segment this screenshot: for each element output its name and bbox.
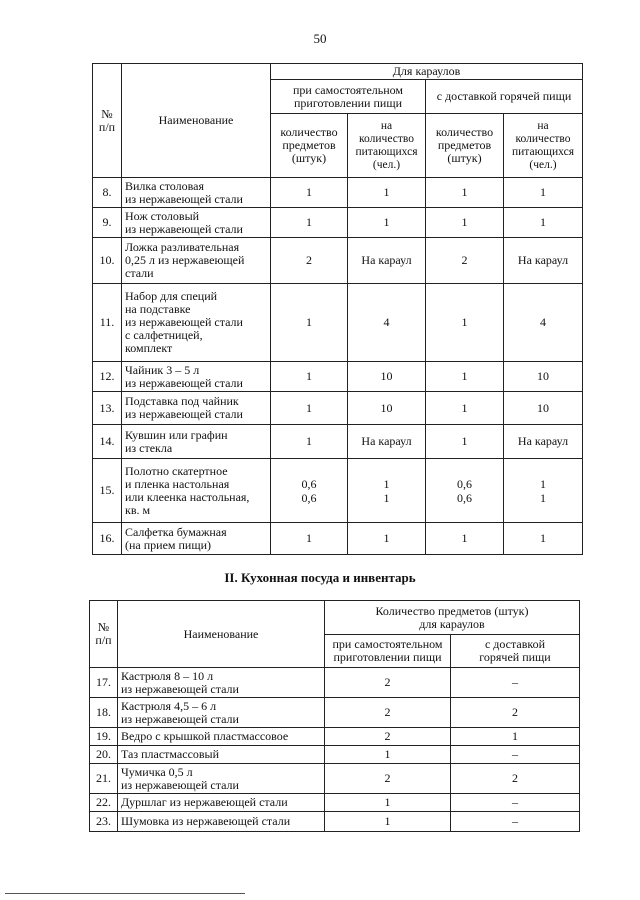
cell-value: 0,6 0,6: [271, 459, 348, 523]
page-number: 50: [313, 31, 327, 46]
row-name: Чайник 3 – 5 л из нержавеющей стали: [122, 362, 271, 392]
cell-value: –: [451, 746, 580, 764]
cell-value: 1: [426, 208, 504, 238]
row-name: Дуршлаг из нержавеющей стали: [118, 794, 325, 812]
header-self-cook: при самостоятельном приготовлении пищи: [271, 80, 426, 114]
cell-value: 10: [504, 362, 583, 392]
table-row: [90, 668, 580, 698]
cell-value: 1: [271, 178, 348, 208]
row-num: 18.: [90, 698, 118, 728]
row-name: Вилка столовая из нержавеющей стали: [122, 178, 271, 208]
table-row: [90, 812, 580, 832]
row-num: 15.: [93, 459, 122, 523]
table-kitchenware: [89, 600, 580, 832]
header-guards: Для караулов: [271, 64, 583, 80]
cell-value: 1: [271, 392, 348, 425]
header-qty-items: количество предметов (штук): [426, 114, 504, 178]
header-hot-delivery: с доставкой горячей пищи: [426, 80, 583, 114]
cell-value: –: [451, 794, 580, 812]
table-tableware: [92, 63, 583, 555]
row-num: 14.: [93, 425, 122, 459]
cell-value: 4: [504, 284, 583, 362]
row-num: 17.: [90, 668, 118, 698]
cell-value: 1: [348, 523, 426, 555]
row-name: Нож столовый из нержавеющей стали: [122, 208, 271, 238]
header-num: [93, 64, 122, 178]
header-self-cook: при самостоятельном приготовлении пищи: [325, 635, 451, 668]
cell-value: 1: [426, 284, 504, 362]
row-num: 9.: [93, 208, 122, 238]
header-hot-delivery: с доставкой горячей пищи: [451, 635, 580, 668]
cell-value: 1: [451, 728, 580, 746]
row-name: Набор для специй на подставке из нержавеющей стали с салфетницей, комплект: [122, 284, 271, 362]
cell-value: На караул: [348, 425, 426, 459]
row-num: 23.: [90, 812, 118, 832]
cell-value: 1 1: [504, 459, 583, 523]
cell-value: 2: [271, 238, 348, 284]
section-title: II. Кухонная посуда и инвентарь: [224, 570, 416, 585]
row-num: 21.: [90, 764, 118, 794]
row-name: Кувшин или графин из стекла: [122, 425, 271, 459]
row-name: Полотно скатертное и пленка настольная или клеенка настольная, кв. м: [122, 459, 271, 523]
row-name: Кастрюля 4,5 – 6 л из нержавеющей стали: [118, 698, 325, 728]
table-row: [93, 392, 583, 425]
table-row: [93, 238, 583, 284]
cell-value: 1: [348, 208, 426, 238]
cell-value: 1: [325, 812, 451, 832]
cell-value: 1: [504, 178, 583, 208]
header-num-text: № п/п: [98, 106, 116, 134]
cell-value: На караул: [504, 425, 583, 459]
row-num: 8.: [93, 178, 122, 208]
row-num: 20.: [90, 746, 118, 764]
cell-value: 1: [348, 178, 426, 208]
cell-value: 1: [426, 178, 504, 208]
cell-value: 1: [271, 208, 348, 238]
table-row: [93, 178, 583, 208]
table-row: [90, 746, 580, 764]
row-name: Чумичка 0,5 л из нержавеющей стали: [118, 764, 325, 794]
cell-value: 1: [504, 523, 583, 555]
row-num: 19.: [90, 728, 118, 746]
cell-value: 2: [325, 728, 451, 746]
row-num: 22.: [90, 794, 118, 812]
table-row: [93, 208, 583, 238]
cell-value: 1: [426, 523, 504, 555]
row-num: 11.: [93, 284, 122, 362]
header-qty: Количество предметов (штук) для караулов: [325, 601, 580, 635]
row-num: 10.: [93, 238, 122, 284]
header-name: Наименование: [118, 601, 325, 668]
cell-value: 1: [271, 362, 348, 392]
cell-value: 1: [271, 425, 348, 459]
cell-value: 1: [426, 425, 504, 459]
row-name: Подставка под чайник из нержавеющей стали: [122, 392, 271, 425]
cell-value: 1: [426, 392, 504, 425]
table-row: [90, 764, 580, 794]
header-name: Наименование: [122, 64, 271, 178]
footer-divider: [5, 893, 245, 894]
table-row: [93, 523, 583, 555]
cell-value: 2: [325, 764, 451, 794]
table-row: [90, 728, 580, 746]
cell-value: –: [451, 812, 580, 832]
cell-value: 10: [504, 392, 583, 425]
cell-value: 1: [426, 362, 504, 392]
header-qty-items: количество предметов (штук): [271, 114, 348, 178]
row-name: Ведро с крышкой пластмассовое: [118, 728, 325, 746]
cell-value: На караул: [504, 238, 583, 284]
row-name: Шумовка из нержавеющей стали: [118, 812, 325, 832]
cell-value: 2: [325, 668, 451, 698]
row-name: Салфетка бумажная (на прием пищи): [122, 523, 271, 555]
cell-value: 1: [271, 284, 348, 362]
table-row: [93, 284, 583, 362]
row-name: Ложка разливательная 0,25 л из нержавеющей стали: [122, 238, 271, 284]
table-row: [93, 459, 583, 523]
cell-value: 1: [325, 746, 451, 764]
cell-value: На караул: [348, 238, 426, 284]
cell-value: 0,6 0,6: [426, 459, 504, 523]
cell-value: 2: [325, 698, 451, 728]
cell-value: 2: [426, 238, 504, 284]
table-row: [93, 425, 583, 459]
row-name: Таз пластмассовый: [118, 746, 325, 764]
cell-value: 1: [271, 523, 348, 555]
cell-value: 4: [348, 284, 426, 362]
table-row: [90, 698, 580, 728]
header-per-people: на количество питающихся (чел.): [504, 114, 583, 178]
cell-value: 1 1: [348, 459, 426, 523]
cell-value: 10: [348, 392, 426, 425]
cell-value: 1: [325, 794, 451, 812]
table-row: [90, 794, 580, 812]
row-num: 13.: [93, 392, 122, 425]
cell-value: 2: [451, 764, 580, 794]
cell-value: –: [451, 668, 580, 698]
table-row: [93, 362, 583, 392]
row-name: Кастрюля 8 – 10 л из нержавеющей стали: [118, 668, 325, 698]
cell-value: 2: [451, 698, 580, 728]
cell-value: 1: [504, 208, 583, 238]
header-num: № п/п: [90, 601, 118, 668]
header-per-people: на количество питающихся (чел.): [348, 114, 426, 178]
cell-value: 10: [348, 362, 426, 392]
row-num: 16.: [93, 523, 122, 555]
row-num: 12.: [93, 362, 122, 392]
